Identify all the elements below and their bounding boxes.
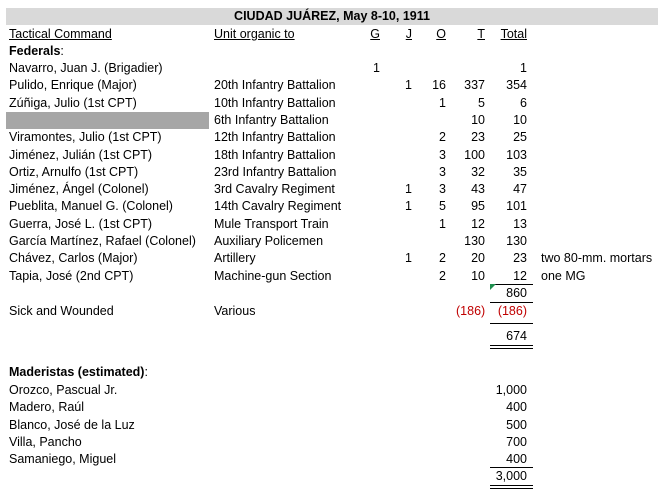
maderistas-double-rule-2 xyxy=(490,488,533,489)
cell-name: Jiménez, Julián (1st CPT) xyxy=(9,147,153,162)
sick-label: Sick and Wounded xyxy=(9,304,114,318)
cell-o: 3 xyxy=(439,164,446,179)
cell-unit: 23rd Infantry Battalion xyxy=(214,164,337,179)
cell-name: Tapia, José (2nd CPT) xyxy=(9,268,134,283)
cell-total: 35 xyxy=(513,164,527,179)
cell-t: 100 xyxy=(464,147,485,162)
cell-name: Ortiz, Arnulfo (1st CPT) xyxy=(9,164,139,179)
sick-total: (186) xyxy=(497,304,527,318)
cell-t: 130 xyxy=(464,234,485,248)
cell-t: 95 xyxy=(471,199,485,214)
cell-total: 103 xyxy=(506,147,527,162)
cell-total: 500 xyxy=(506,417,527,432)
cell-t: 12 xyxy=(471,216,485,231)
cell-total: 6 xyxy=(520,95,527,110)
maderistas-heading: Maderistas (estimated) xyxy=(9,365,145,379)
cell-total: 354 xyxy=(506,78,527,93)
subtotal-row xyxy=(0,285,665,302)
cell-o: 1 xyxy=(439,216,446,231)
cell-name: Samaniego, Miguel xyxy=(9,452,117,467)
cell-t: 20 xyxy=(471,251,485,266)
cell-t: 23 xyxy=(471,130,485,145)
cell-total: 130 xyxy=(506,234,527,248)
federals-heading-row xyxy=(0,43,665,60)
cell-unit: 20th Infantry Battalion xyxy=(214,78,336,93)
table-row xyxy=(0,95,665,112)
table-row xyxy=(0,60,665,77)
cell-j: 1 xyxy=(405,199,412,214)
net-double-rule-2 xyxy=(490,348,533,349)
table-row xyxy=(0,198,665,215)
redacted-cell xyxy=(6,112,209,129)
header-j: J xyxy=(405,27,412,41)
cell-total: 47 xyxy=(513,182,527,197)
header-g: G xyxy=(370,27,380,41)
table-row xyxy=(0,216,665,233)
header-command: Tactical Command xyxy=(9,27,112,41)
cell-j: 1 xyxy=(405,251,412,266)
list-item xyxy=(0,417,665,434)
table-row xyxy=(0,129,665,146)
cell-total: 101 xyxy=(506,199,527,214)
header-row xyxy=(0,26,665,43)
cell-name: Jiménez, Ángel (Colonel) xyxy=(9,182,149,197)
maderistas-double-rule-1 xyxy=(490,485,533,486)
cell-o: 2 xyxy=(439,130,446,145)
list-item xyxy=(0,399,665,416)
cell-name: Blanco, José de la Luz xyxy=(9,417,135,432)
net-double-rule-1 xyxy=(490,345,533,346)
cell-t: 5 xyxy=(478,95,485,110)
cell-o: 16 xyxy=(432,78,446,93)
maderistas-colon: : xyxy=(144,365,148,379)
header-total: Total xyxy=(500,27,527,41)
cell-name: Pulido, Enrique (Major) xyxy=(9,78,137,93)
cell-o: 1 xyxy=(439,95,446,110)
cell-total: 400 xyxy=(506,400,527,415)
cell-unit: Auxiliary Policemen xyxy=(214,234,324,248)
sick-unit: Various xyxy=(214,304,256,318)
cell-note: one MG xyxy=(541,268,586,283)
cell-unit: 12th Infantry Battalion xyxy=(214,130,336,145)
cell-o: 2 xyxy=(439,251,446,266)
cell-name: Orozco, Pascual Jr. xyxy=(9,383,118,397)
list-item xyxy=(0,382,665,399)
cell-unit: 18th Infantry Battalion xyxy=(214,147,336,162)
cell-total: 400 xyxy=(506,452,527,467)
cell-note: two 80-mm. mortars xyxy=(541,251,653,266)
cell-name: Villa, Pancho xyxy=(9,434,82,449)
table-row xyxy=(0,77,665,94)
cell-unit: Mule Transport Train xyxy=(214,216,329,231)
sick-t: (186) xyxy=(456,304,486,318)
maderistas-heading-row xyxy=(0,364,665,381)
cell-name: Guerra, José L. (1st CPT) xyxy=(9,216,153,231)
cell-total: 10 xyxy=(513,112,527,127)
table-row xyxy=(0,181,665,198)
header-unit: Unit organic to xyxy=(214,27,295,41)
cell-name: Madero, Raúl xyxy=(9,400,85,415)
cell-o: 3 xyxy=(439,182,446,197)
cell-total: 700 xyxy=(506,434,527,449)
cell-name: Chávez, Carlos (Major) xyxy=(9,251,138,266)
table-title: CIUDAD JUÁREZ, May 8-10, 1911 xyxy=(6,8,658,25)
table-row xyxy=(0,164,665,181)
cell-o: 2 xyxy=(439,268,446,283)
cell-name: Pueblita, Manuel G. (Colonel) xyxy=(9,199,173,214)
cell-t: 43 xyxy=(471,182,485,197)
cell-unit: 6th Infantry Battalion xyxy=(214,112,329,127)
cell-g: 1 xyxy=(373,61,380,75)
federals-colon: : xyxy=(60,44,64,58)
cell-name: Zúñiga, Julio (1st CPT) xyxy=(9,95,137,110)
header-t: T xyxy=(477,27,485,41)
cell-o: 5 xyxy=(439,199,446,214)
sick-row xyxy=(0,303,665,320)
cell-unit: 10th Infantry Battalion xyxy=(214,95,336,110)
list-item xyxy=(0,451,665,468)
cell-t: 10 xyxy=(471,112,485,127)
table-row xyxy=(0,112,665,129)
cell-unit: 14th Cavalry Regiment xyxy=(214,199,342,214)
maderistas-total-value: 3,000 xyxy=(495,469,527,483)
cell-total: 13 xyxy=(513,216,527,231)
cell-total: 12 xyxy=(513,268,527,283)
cell-j: 1 xyxy=(405,182,412,197)
cell-t: 337 xyxy=(464,78,485,93)
cell-unit: Machine-gun Section xyxy=(214,268,332,283)
federals-heading: Federals xyxy=(9,44,61,58)
cell-name: Viramontes, Julio (1st CPT) xyxy=(9,130,162,145)
cell-total: 1 xyxy=(520,61,527,75)
net-top-rule xyxy=(490,323,533,324)
cell-unit: Artillery xyxy=(214,251,256,266)
cell-o: 3 xyxy=(439,147,446,162)
cell-t: 10 xyxy=(471,268,485,283)
cell-total: 1,000 xyxy=(495,383,527,397)
cell-name: García Martínez, Rafael (Colonel) xyxy=(9,234,196,248)
header-o: O xyxy=(436,27,446,41)
cell-j: 1 xyxy=(405,78,412,93)
cell-name: Navarro, Juan J. (Brigadier) xyxy=(9,61,163,75)
subtotal-value: 860 xyxy=(506,286,527,300)
table-row xyxy=(0,233,665,250)
net-total-row xyxy=(0,328,665,345)
table-row xyxy=(0,250,665,267)
net-total-value: 674 xyxy=(506,329,527,343)
table-row xyxy=(0,147,665,164)
table-row xyxy=(0,268,665,285)
cell-unit: 3rd Cavalry Regiment xyxy=(214,182,335,197)
cell-total: 25 xyxy=(513,130,527,145)
cell-total: 23 xyxy=(513,251,527,266)
maderistas-total-row xyxy=(0,468,665,485)
list-item xyxy=(0,434,665,451)
cell-t: 32 xyxy=(471,164,485,179)
